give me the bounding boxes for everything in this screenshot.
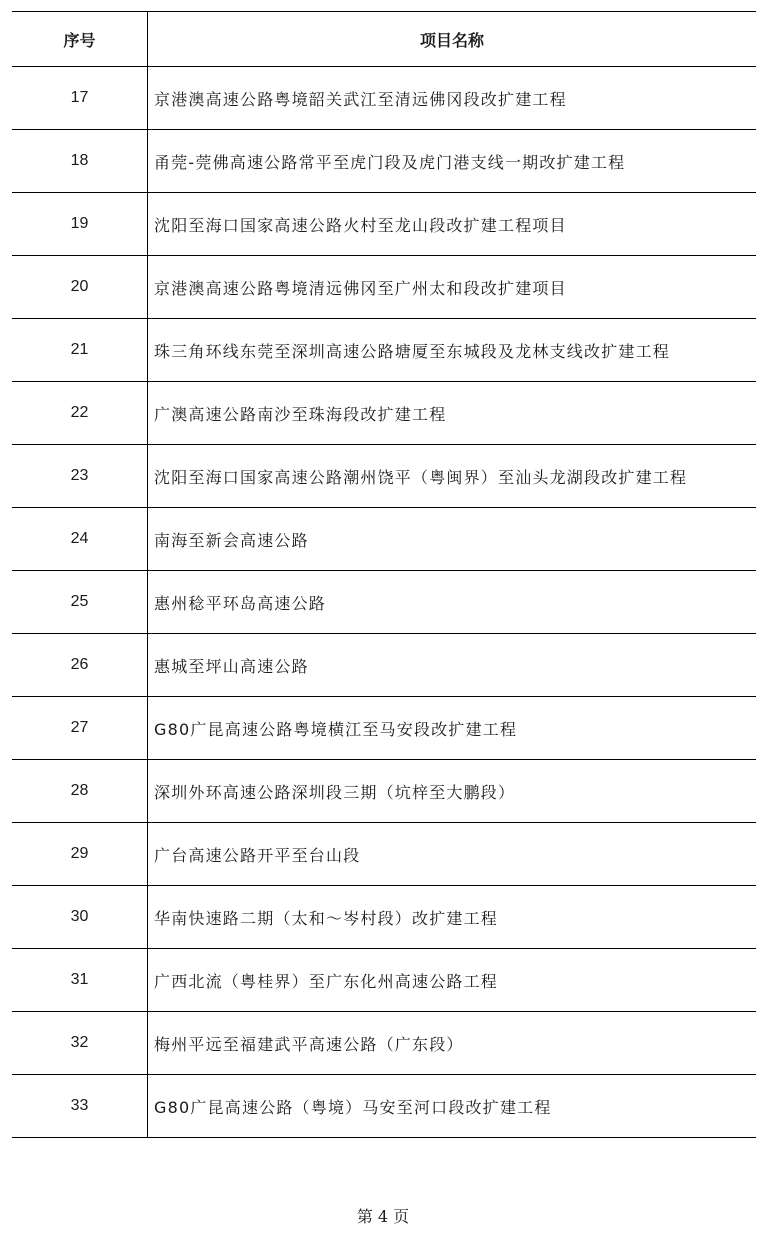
- row-serial-number: 30: [12, 886, 148, 949]
- row-project-name: 华南快速路二期（太和～岑村段）改扩建工程: [148, 886, 757, 949]
- row-project-name: 广西北流（粤桂界）至广东化州高速公路工程: [148, 949, 757, 1012]
- table-row: [12, 823, 756, 886]
- row-project-name: 梅州平远至福建武平高速公路（广东段）: [148, 1012, 757, 1075]
- table-row: [12, 382, 756, 445]
- header-serial-number: 序号: [12, 12, 148, 67]
- row-project-name: 沈阳至海口国家高速公路潮州饶平（粤闽界）至汕头龙湖段改扩建工程: [148, 445, 757, 508]
- table-row: [12, 508, 756, 571]
- row-project-name: 广台高速公路开平至台山段: [148, 823, 757, 886]
- table-row: [12, 1075, 756, 1138]
- table-row: [12, 67, 756, 130]
- table-row: [12, 130, 756, 193]
- table-row: [12, 886, 756, 949]
- row-serial-number: 33: [12, 1075, 148, 1138]
- table-body: [12, 67, 756, 1138]
- row-serial-number: 21: [12, 319, 148, 382]
- row-project-name: 珠三角环线东莞至深圳高速公路塘厦至东城段及龙林支线改扩建工程: [148, 319, 757, 382]
- table-row: [12, 193, 756, 256]
- table-row: [12, 1012, 756, 1075]
- row-serial-number: 23: [12, 445, 148, 508]
- table-row: [12, 256, 756, 319]
- row-serial-number: 26: [12, 634, 148, 697]
- row-serial-number: 28: [12, 760, 148, 823]
- table-row: [12, 760, 756, 823]
- row-serial-number: 17: [12, 67, 148, 130]
- row-project-name: 深圳外环高速公路深圳段三期（坑梓至大鹏段）: [148, 760, 757, 823]
- row-serial-number: 29: [12, 823, 148, 886]
- row-project-name: 惠州稔平环岛高速公路: [148, 571, 757, 634]
- row-project-name: 惠城至坪山高速公路: [148, 634, 757, 697]
- table-row: [12, 949, 756, 1012]
- row-project-name: 甬莞-莞佛高速公路常平至虎门段及虎门港支线一期改扩建工程: [148, 130, 757, 193]
- row-serial-number: 22: [12, 382, 148, 445]
- row-project-name: G80广昆高速公路（粤境）马安至河口段改扩建工程: [148, 1075, 757, 1138]
- row-serial-number: 32: [12, 1012, 148, 1075]
- row-project-name: 南海至新会高速公路: [148, 508, 757, 571]
- table-row: [12, 571, 756, 634]
- header-row: [12, 12, 756, 67]
- table-row: [12, 319, 756, 382]
- row-serial-number: 31: [12, 949, 148, 1012]
- table-row: [12, 445, 756, 508]
- row-serial-number: 19: [12, 193, 148, 256]
- row-serial-number: 20: [12, 256, 148, 319]
- project-table: [12, 11, 756, 1138]
- table-header: [12, 12, 756, 67]
- table-row: [12, 634, 756, 697]
- row-project-name: 广澳高速公路南沙至珠海段改扩建工程: [148, 382, 757, 445]
- row-serial-number: 27: [12, 697, 148, 760]
- row-project-name: 京港澳高速公路粤境清远佛冈至广州太和段改扩建项目: [148, 256, 757, 319]
- header-project-name: 项目名称: [148, 12, 757, 67]
- row-project-name: 沈阳至海口国家高速公路火村至龙山段改扩建工程项目: [148, 193, 757, 256]
- row-serial-number: 24: [12, 508, 148, 571]
- row-serial-number: 18: [12, 130, 148, 193]
- row-project-name: 京港澳高速公路粤境韶关武江至清远佛冈段改扩建工程: [148, 67, 757, 130]
- table-row: [12, 697, 756, 760]
- row-project-name: G80广昆高速公路粤境横江至马安段改扩建工程: [148, 697, 757, 760]
- row-serial-number: 25: [12, 571, 148, 634]
- page-number: 第 4 页: [356, 1207, 410, 1226]
